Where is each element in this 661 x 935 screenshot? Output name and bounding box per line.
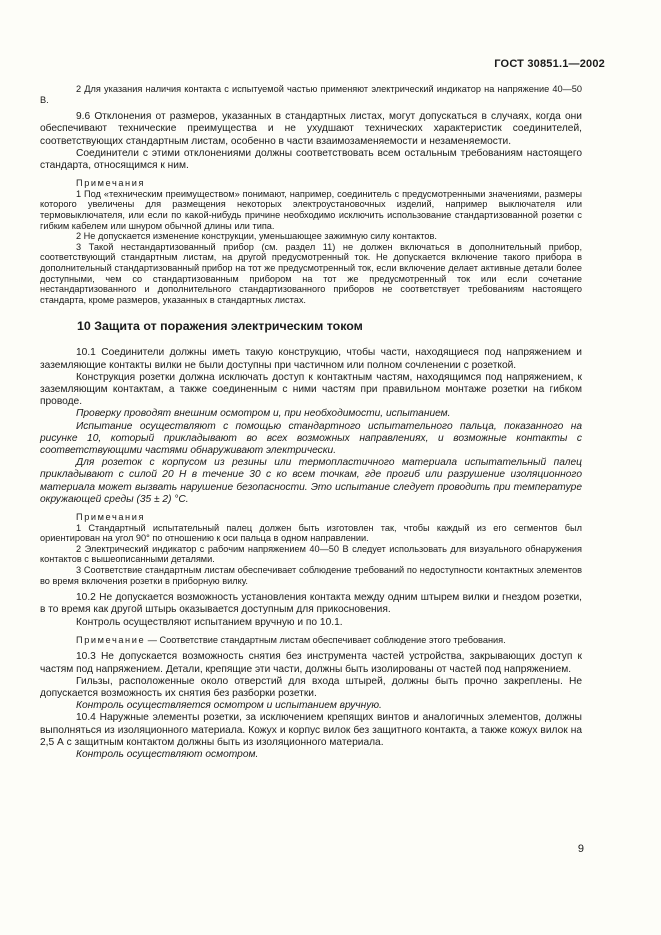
clause-10-2-continued: Контроль осуществляют испытанием вручную и по 10.1. [76,616,343,628]
note-paragraph: 2 Для указания наличия контакта с испытуемой частью применяют электрический индикатор на напряжение 40—50 В. [40,84,582,105]
note-item: 3 Соответствие стандартным листам обеспечивает соблюдение требований по недоступности контактных элементов во время включения розетки в приборную вилку. [40,564,582,586]
clause-10-3: 10.3 Не допускается возможность снятия без инструмента частей устройства, закрывающих доступ к частям под напряжением. Детали, крепящие эти части, должны быть изолированы от частей под напряжением. [40,651,582,675]
clause-10-2: 10.2 Не допускается возможность установления контакта между одним штырем вилки и гнездом розетки, в то время как другой штырь оказывается доступным для прикосновения. [40,592,582,616]
clause-9-6: 9.6 Отклонения от размеров, указанных в стандартных листах, могут допускаться в случаях, когда они обеспечивают технические преимущества и не ухудшают технических характеристик соединителей, соответствующих стандартным листам, особенно в части взаимозаменяемости и незаменяемости. [40,111,582,147]
note-item: 2 Не допускается изменение конструкции, уменьшающее зажимную силу контактов. [76,231,437,242]
note-item: 1 Под «техническим преимуществом» понимают, например, соединитель с предусмотренными значениями, размеры которого увеличены для размещения некоторых электроустановочных изделий, например выключателя или термовыключателя, или если по какой-нибудь причине необходимо исключить использование стандартизованной розетки с гибким кабелем или шнуром обычной длины или типа. [40,188,582,231]
test-method-text: Контроль осуществляется осмотром и испытанием вручную. [76,700,382,712]
page-content [40,84,582,761]
test-method-text: Для розеток с корпусом из резины или термопластичного материала испытательный палец прикладывают с силой 20 Н в течение 30 с ко всем точкам, где прогиб или разрушение изоляционного материала может вызвать нарушение безопасности. Это испытание следует проводить при температуре окружающей среды (35 ± 2) °С. [40,457,582,505]
page-number: 9 [577,843,584,855]
test-method-text: Испытание осуществляют с помощью стандартного испытательного пальца, показанного на рисунке 10, который прикладывают во всех возможных направлениях, и возможные контакты с соответствующими частями обнаруживают электрически. [40,420,582,456]
note-label: Примечание [76,634,146,645]
clause-10-3-continued: Гильзы, расположенные около отверстий для входа штырей, должны быть прочно закреплены. Не допускается возможность их снятия без разборки розетки. [40,675,582,699]
document-code: ГОСТ 30851.1—2002 [494,58,605,70]
notes-title: Примечания [76,178,146,189]
notes-title: Примечания [76,511,146,522]
clause-10-4: 10.4 Наружные элементы розетки, за исключением крепящих винтов и аналогичных элементов, должны выполняться из изоляционного материала. Кожух и корпус вилок без защитного контакта, а также кожух вилок на 2,5 А с защитным контактом должны быть из изоляционного материала. [40,712,582,748]
section-heading: 10 Защита от поражения электрическим током [77,319,363,334]
clause-10-1: 10.1 Соединители должны иметь такую конструкцию, чтобы части, находящиеся под напряжением и заземляющие контакты вилки не были доступны при частичном или полном сочленении с розеткой. [40,347,582,371]
note-text: — Соответствие стандартным листам обеспечивает соблюдение этого требования. [145,634,506,645]
clause-9-6-continued: Соединители с этими отклонениями должны соответствовать всем остальным требованиям настоящего стандарта, относящимся к ним. [40,147,582,171]
note-item: 3 Такой нестандартизованный прибор (см. раздел 11) не должен включаться в дополнительный прибор, соответствующий стандартным листам, на другой предусмотренный ток. Не допускается включение такого прибора в дополнительный стандартизованный прибор на тот же предусмотренный ток, если включение делает активные детали более доступными, чем со стандартизованным прибором на тот же предусмотренный ток или если сочетание нестандартизованного и дополнительного стандартизованного приборов не соответствует требованиям настоящего стандарта, кроме размеров, указанных в стандартных листах. [40,241,582,305]
test-method-text: Контроль осуществляют осмотром. [76,748,259,760]
note-item: 2 Электрический индикатор с рабочим напряжением 40—50 В следует использовать для визуального обнаружения контактов с вышеописанными деталями. [40,543,582,565]
test-method-text: Проверку проводят внешним осмотром и, при необходимости, испытанием. [76,408,451,420]
single-note [40,635,582,646]
clause-10-1-continued: Конструкция розетки должна исключать доступ к контактным частям, находящимся под напряжением, к заземляющим контактам, а также соединенным с ними частям при правильном монтаже розетки на гибком проводе. [40,371,582,408]
note-item: 1 Стандартный испытательный палец должен быть изготовлен так, чтобы каждый из его сегментов был ориентирован на угол 90° по отношению к оси пальца в одном направлении. [40,522,582,544]
